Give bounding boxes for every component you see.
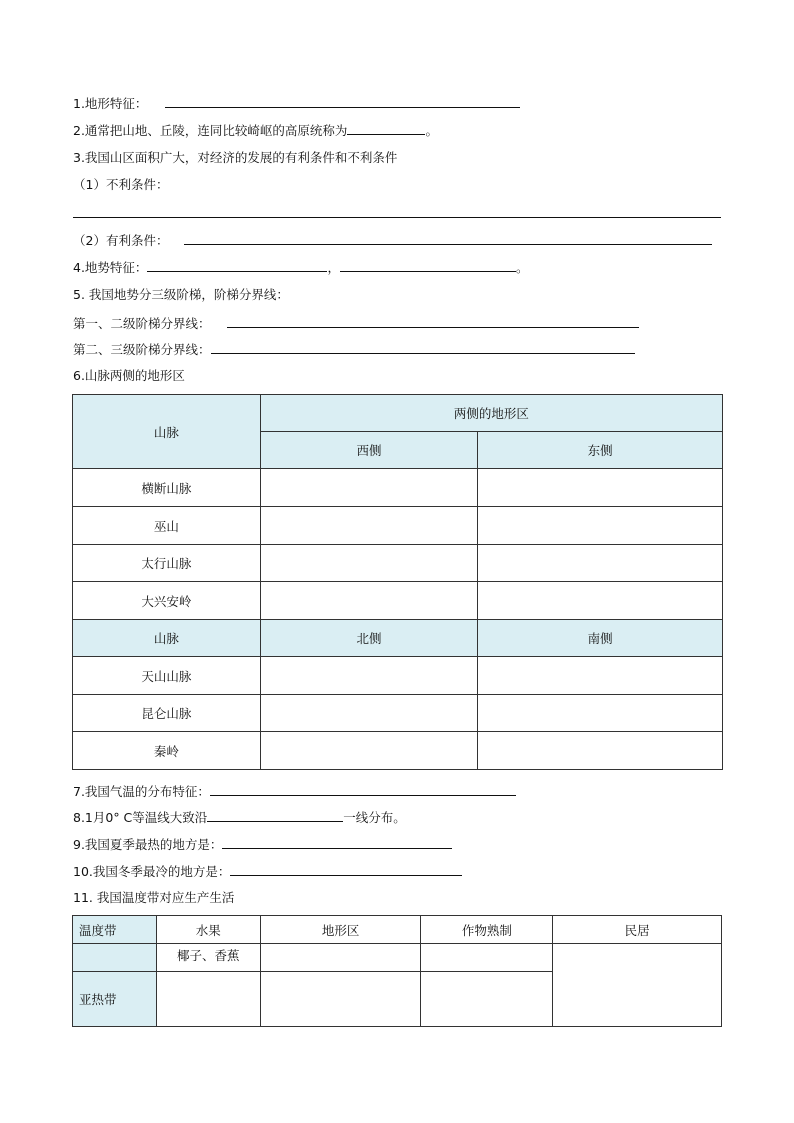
- fruit-cell: 椰子、香蕉: [156, 944, 260, 972]
- mountain-name: 天山山脉: [73, 657, 261, 695]
- answer-cell[interactable]: [478, 545, 723, 582]
- header-crop: 作物熟制: [421, 916, 553, 944]
- question-4-label: 4.地势特征：: [73, 260, 148, 275]
- answer-blank-4a[interactable]: [147, 258, 327, 272]
- table-row: [73, 545, 723, 582]
- question-8-end: 一线分布。: [343, 810, 406, 825]
- south-header: 南侧: [478, 620, 723, 657]
- mountain-name: 巫山: [73, 507, 261, 545]
- question-1: [73, 94, 520, 114]
- answer-cell[interactable]: [260, 469, 478, 507]
- question-9: [73, 835, 452, 855]
- question-6: [73, 366, 185, 386]
- answer-cell[interactable]: [478, 582, 723, 620]
- question-4-end: 。: [515, 260, 529, 275]
- question-3-label: 3.我国山区面积广大，对经济的发展的有利条件和不利条件: [73, 150, 398, 165]
- header-zone: 温度带: [73, 916, 157, 944]
- question-5: [73, 285, 289, 305]
- answer-blank-5b[interactable]: [211, 340, 635, 354]
- answer-cell[interactable]: [260, 972, 421, 1027]
- answer-cell[interactable]: [260, 695, 478, 732]
- question-1-label: 1.地形特征：: [73, 96, 148, 111]
- answer-cell[interactable]: [478, 657, 723, 695]
- answer-cell[interactable]: [260, 507, 478, 545]
- question-10-label: 10.我国冬季最冷的地方是：: [73, 864, 231, 879]
- answer-blank-3-2[interactable]: [184, 231, 712, 245]
- answer-cell[interactable]: [260, 944, 421, 972]
- col-mountain-header-2: 山脉: [73, 620, 261, 657]
- answer-cell[interactable]: [421, 944, 553, 972]
- question-5-line1: [73, 314, 639, 334]
- table-row: [73, 732, 723, 770]
- answer-blank-5a[interactable]: [227, 314, 639, 328]
- answer-blank-8[interactable]: [207, 808, 343, 822]
- question-3-sub2: [73, 231, 712, 251]
- answer-blank-1[interactable]: [165, 94, 520, 108]
- question-9-label: 9.我国夏季最热的地方是：: [73, 837, 223, 852]
- north-header: 北侧: [260, 620, 478, 657]
- question-7: [73, 782, 516, 802]
- mountain-name: 秦岭: [73, 732, 261, 770]
- question-2-label: 2.通常把山地、丘陵，连同比较崎岖的高原统称为: [73, 123, 348, 138]
- mountain-name: 太行山脉: [73, 545, 261, 582]
- question-11: [73, 888, 234, 908]
- question-6-label: 6.山脉两侧的地形区: [73, 368, 185, 383]
- temperature-zone-table: [72, 915, 722, 1027]
- question-3-sub1: [73, 175, 168, 195]
- answer-blank-2[interactable]: [347, 121, 425, 135]
- question-2-end: 。: [425, 123, 438, 138]
- answer-cell[interactable]: [260, 545, 478, 582]
- question-5-label: 5. 我国地势分三级阶梯，阶梯分界线：: [73, 287, 289, 302]
- question-3-sub1-label: （1）不利条件：: [73, 177, 169, 192]
- table-row: [73, 657, 723, 695]
- table-row: [73, 944, 722, 972]
- answer-blank-4b[interactable]: [340, 258, 516, 272]
- question-5-line2-label: 第二、三级阶梯分界线：: [73, 342, 211, 357]
- mountain-name: 大兴安岭: [73, 582, 261, 620]
- answer-line-3-1[interactable]: [73, 217, 721, 218]
- question-10: [73, 862, 462, 882]
- answer-blank-9[interactable]: [222, 835, 452, 849]
- question-5-line2: [73, 340, 635, 360]
- mountain-name: 昆仑山脉: [73, 695, 261, 732]
- answer-cell[interactable]: [260, 582, 478, 620]
- west-header: 西侧: [260, 432, 478, 469]
- table-row: [73, 507, 723, 545]
- header-housing: 民居: [553, 916, 722, 944]
- question-3-sub2-label: （2）有利条件：: [73, 233, 169, 248]
- question-4-sep: ，: [327, 260, 340, 275]
- mountain-name: 横断山脉: [73, 469, 261, 507]
- mountain-sides-table: [72, 394, 723, 770]
- zone-cell: 亚热带: [73, 972, 157, 1027]
- question-4: [73, 258, 528, 278]
- table-row: [73, 695, 723, 732]
- question-8-label: 8.1月0° C等温线大致沿: [73, 810, 208, 825]
- answer-cell[interactable]: [478, 507, 723, 545]
- answer-cell[interactable]: [478, 732, 723, 770]
- answer-cell[interactable]: [478, 469, 723, 507]
- table-row: [73, 469, 723, 507]
- table-row: [73, 582, 723, 620]
- answer-cell[interactable]: [478, 695, 723, 732]
- header-fruit: 水果: [156, 916, 260, 944]
- col-mountain-header: 山脉: [73, 395, 261, 469]
- group-header: 两侧的地形区: [260, 395, 722, 432]
- answer-cell[interactable]: [260, 732, 478, 770]
- answer-cell[interactable]: [156, 972, 260, 1027]
- zone-cell[interactable]: [73, 944, 157, 972]
- answer-cell-housing[interactable]: [553, 944, 722, 1027]
- question-2: [73, 121, 438, 141]
- answer-blank-7[interactable]: [210, 782, 516, 796]
- question-8: [73, 808, 406, 828]
- question-3: [73, 148, 397, 168]
- question-11-label: 11. 我国温度带对应生产生活: [73, 890, 235, 905]
- answer-cell[interactable]: [421, 972, 553, 1027]
- question-5-line1-label: 第一、二级阶梯分界线：: [73, 316, 211, 331]
- answer-cell[interactable]: [260, 657, 478, 695]
- answer-blank-10[interactable]: [230, 862, 462, 876]
- east-header: 东侧: [478, 432, 723, 469]
- header-terrain: 地形区: [260, 916, 421, 944]
- question-7-label: 7.我国气温的分布特征：: [73, 784, 210, 799]
